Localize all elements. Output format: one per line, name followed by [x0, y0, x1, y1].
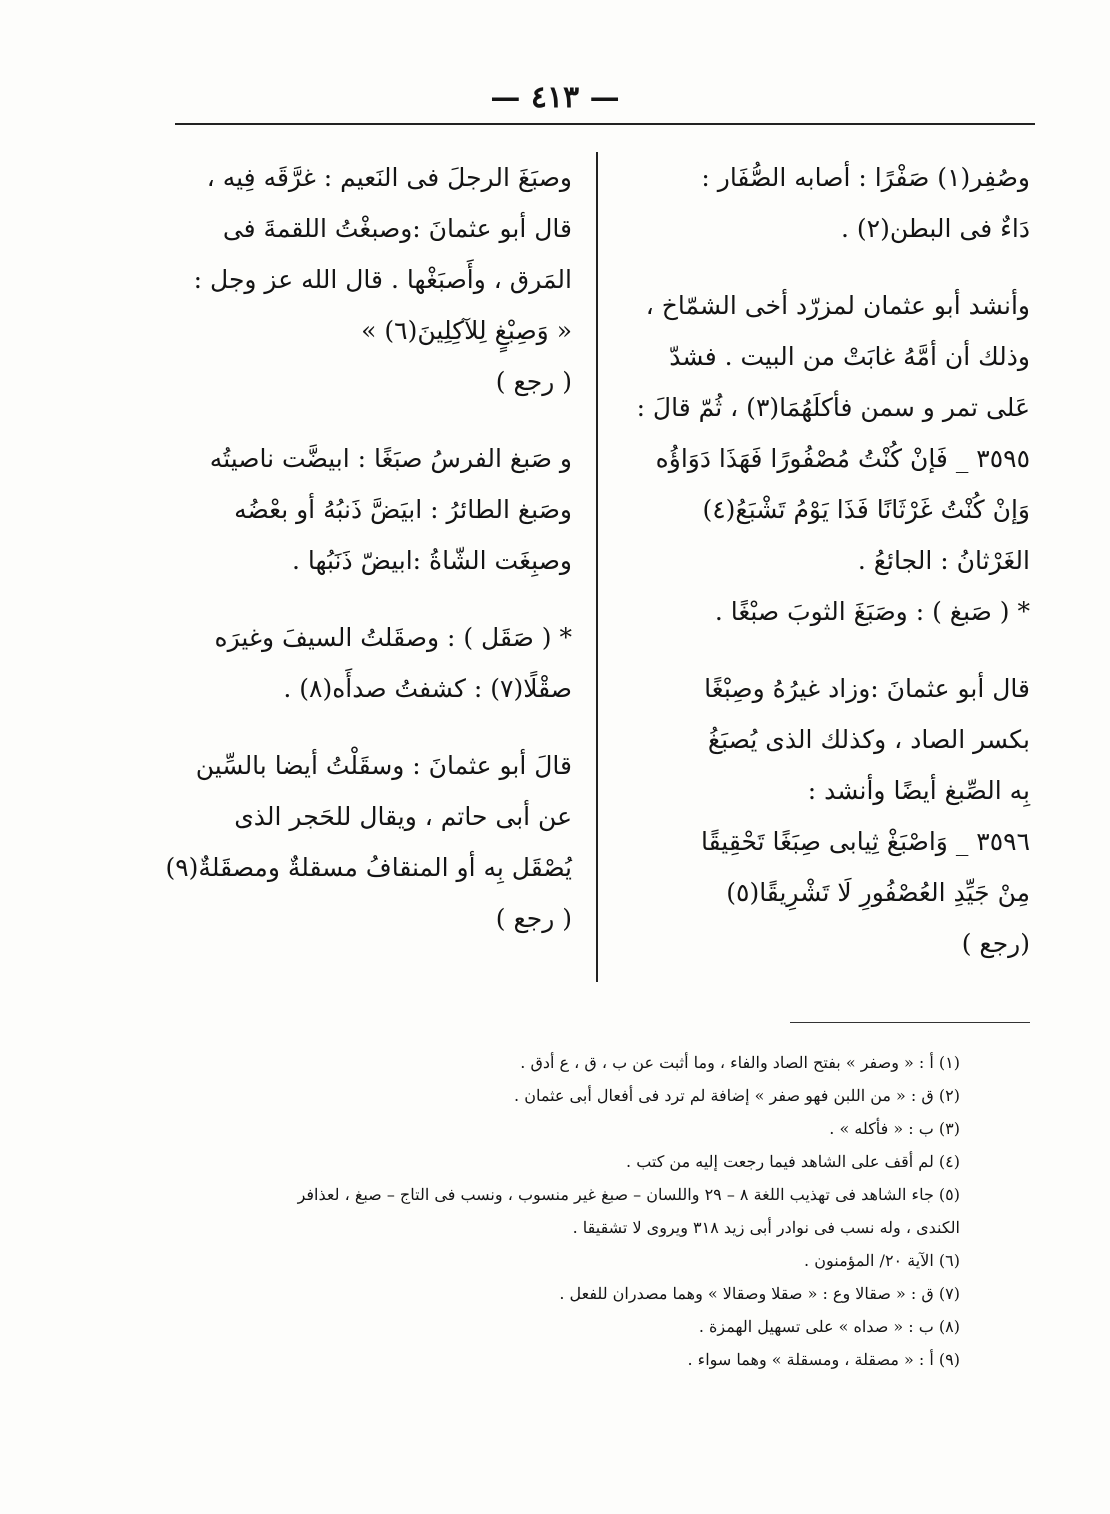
- text-line: وأنشد أبو عثمان لمزرّد أخى الشمّاخ ،: [645, 291, 1030, 320]
- text-line: عَلى تمر و سمن فأكلَهُمَا(٣) ، ثُمّ قالَ :: [636, 393, 1030, 422]
- page-number: — ٤١٣ —: [490, 80, 620, 115]
- verse-line: وَإنْ كُنْتُ غَرْثَانًا فَذَا يَوْمُ تَشْبَعُ(٤): [702, 495, 1030, 524]
- text-line: بِه الصِّبغ أيضًا وأنشد :: [807, 776, 1030, 805]
- text-line: وصَبغ الطائرُ : ابيَضَّ ذَنبُهُ أو بعْضُه: [234, 495, 572, 524]
- text-line: دَاءٌ فى البطن(٢) .: [840, 214, 1030, 243]
- footnote: (٣) ب : « فأكله » .: [829, 1119, 960, 1138]
- return-marker: ( رجع ): [495, 367, 572, 396]
- spacer: [612, 637, 1030, 663]
- footnote: (٢) ق : « من اللبن فهو صفر » إضافة لم ترد فى أفعال أبى عثمان .: [514, 1086, 960, 1105]
- footnote: (٦) الآية ٢٠/ المؤمنون .: [804, 1251, 960, 1270]
- footnote: (٥) جاء الشاهد فى تهذيب اللغة ٨ – ٢٩ واللسان – صبغ غير منسوب ، ونسب فى التاج – صبغ ، لعذافر: [297, 1185, 960, 1204]
- spacer: [180, 714, 572, 740]
- text-line: قالَ أبو عثمانَ : وسقَلْتُ أيضا بالسِّين: [195, 751, 572, 780]
- text-line: يُصْقَل بِه أو المنقافُ مسقلةٌ ومصقَلةٌ(٩): [165, 853, 572, 882]
- footnote: (٨) ب : « صداه » على تسهيل الهمزة .: [698, 1317, 960, 1336]
- verse-line: مِنْ جَيِّدِ العُصْفُورِ لَا تَشْرِيقًا(٥): [726, 878, 1030, 907]
- return-marker: ( رجع ): [495, 904, 572, 933]
- column-divider: [596, 152, 598, 982]
- entry-heading: * ( صَقَل ) : وصقَلتُ السيفَ وغيرَه: [214, 623, 572, 652]
- footnote-rule: [790, 1022, 1030, 1023]
- spacer: [180, 407, 572, 433]
- text-line: وصبَغَ الرجلَ فى النَعيم : غرَّقَه فِيه ،: [206, 163, 572, 192]
- verse-line: ٣٥٩٦ _ وَاصْبَغْ ثِيابى صِبَغًا تَحْقِيقًا: [701, 827, 1030, 856]
- footnote: (٤) لم أقف على الشاهد فيما رجعت إليه من كتب .: [626, 1152, 960, 1171]
- return-marker: (رجع ): [961, 929, 1030, 958]
- text-line: صقْلًا(٧) : كشفتُ صدأَه(٨) .: [283, 674, 572, 703]
- text-line: قال أبو عثمانَ :وصبغْتُ اللقمةَ فى: [222, 214, 572, 243]
- right-column: [612, 152, 1030, 969]
- footnote: الكندى ، وله نسب فى نوادر أبى زيد ٣١٨ ويروى لا تشقيقا .: [572, 1218, 960, 1237]
- footnotes: [110, 1046, 960, 1376]
- text-line: وصبِغَت الشّاةُ :ابيضّ ذَنَبُها .: [291, 546, 572, 575]
- verse-line: ٣٥٩٥ _ فَإنْ كُنْتُ مُصْفُورًا فَهَذَا دَوَاؤُه: [655, 444, 1030, 473]
- text-line: المَرق ، وأَصبَغْها . قال الله عز وجل :: [193, 265, 572, 294]
- footnote: (٩) أ : « مصقلة ، ومسقلة » وهما سواء .: [687, 1350, 960, 1369]
- text-line: بكسر الصاد ، وكذلك الذى يُصبَغُ: [707, 725, 1030, 754]
- spacer: [612, 254, 1030, 280]
- text-line: قال أبو عثمانَ :وزاد غيرُهُ وصِبْغًا: [704, 674, 1030, 703]
- footnote: (١) أ : « وصفر » بفتح الصاد والفاء ، وما أثبت عن ب ، ق ، ع أدق .: [520, 1053, 960, 1072]
- text-line: وذلك أن أمَّهُ غابَتْ من البيت . فشدّ: [669, 342, 1030, 371]
- spacer: [180, 586, 572, 612]
- header-rule: [175, 123, 1035, 125]
- footnote: (٧) ق : « صقالا وع : « صقلا وصقالا » وهما مصدران للفعل .: [559, 1284, 960, 1303]
- text-line: عن أبى حاتم ، ويقال للحَجر الذى: [234, 802, 572, 831]
- text-line: وصُفِر(١) صَفْرًا : أصابه الصُّفَار :: [701, 163, 1030, 192]
- text-line: و صَبغ الفرسُ صبَغًا : ابيضَّت ناصيتُه: [209, 444, 572, 473]
- text-line: الغَرْثانُ : الجائعُ .: [857, 546, 1030, 575]
- quran-quote: « وَصِبْغٍ لِلآكِلِينَ(٦) »: [361, 316, 572, 345]
- left-column: [165, 152, 572, 944]
- entry-heading: * ( صَبغ ) : وصَبَغَ الثوبَ صبْغًا .: [714, 597, 1030, 626]
